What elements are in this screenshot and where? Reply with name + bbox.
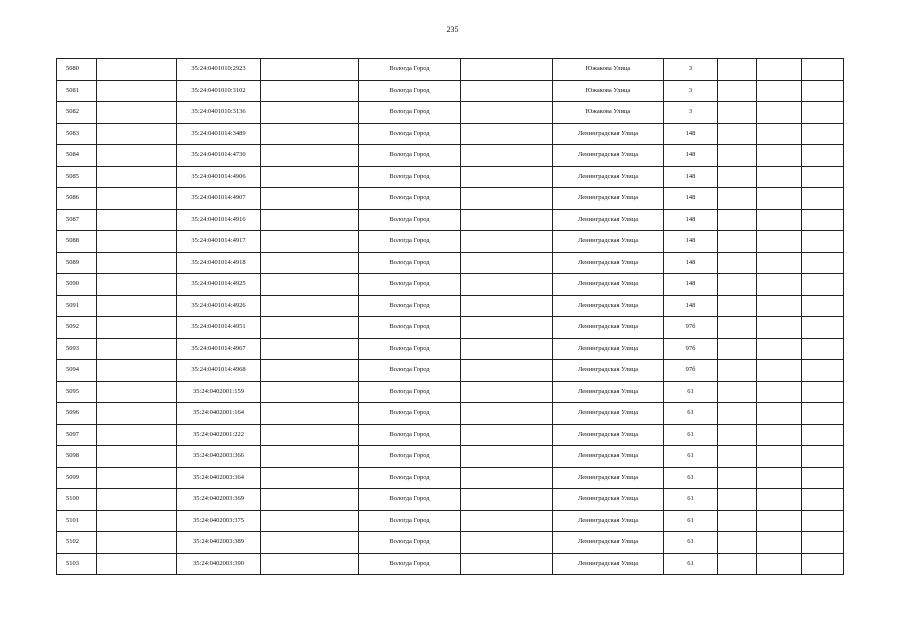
cell-empty — [718, 403, 757, 425]
cell-cadastral-number: 35:24:0402003:366 — [177, 446, 261, 468]
table-row — [57, 403, 844, 425]
cell-cadastral-number: 35:24:0402003:389 — [177, 532, 261, 554]
cell-empty — [718, 102, 757, 124]
cell-row-number: 5086 — [57, 188, 97, 210]
cell-house-number: 61 — [664, 510, 718, 532]
cell-street: Ленинградская Улица — [553, 553, 664, 575]
cell-empty — [718, 145, 757, 167]
cell-cadastral-number: 35:24:0402003:375 — [177, 510, 261, 532]
cell-empty — [461, 295, 553, 317]
cell-locality: Вологда Город — [359, 166, 461, 188]
cell-house-number: 148 — [664, 209, 718, 231]
cell-empty — [97, 252, 177, 274]
cell-empty — [757, 231, 802, 253]
cell-street: Южакова Улица — [553, 59, 664, 81]
cell-cadastral-number: 35:24:0401014:3489 — [177, 123, 261, 145]
cell-cadastral-number: 35:24:0401014:4906 — [177, 166, 261, 188]
cell-empty — [757, 252, 802, 274]
table-row — [57, 102, 844, 124]
cell-row-number: 5091 — [57, 295, 97, 317]
cell-empty — [757, 338, 802, 360]
table-row — [57, 360, 844, 382]
cell-street: Южакова Улица — [553, 102, 664, 124]
cell-empty — [718, 166, 757, 188]
cell-cadastral-number: 35:24:0401010:3102 — [177, 80, 261, 102]
cell-empty — [461, 102, 553, 124]
cell-empty — [802, 446, 844, 468]
cell-empty — [97, 145, 177, 167]
cell-empty — [97, 360, 177, 382]
cell-house-number: 61 — [664, 553, 718, 575]
cell-street: Ленинградская Улица — [553, 532, 664, 554]
cell-empty — [757, 59, 802, 81]
cell-empty — [261, 102, 359, 124]
cell-row-number: 5100 — [57, 489, 97, 511]
table-row — [57, 381, 844, 403]
registry-table — [56, 58, 844, 575]
cell-house-number: 3 — [664, 59, 718, 81]
cell-empty — [718, 381, 757, 403]
cell-empty — [718, 252, 757, 274]
cell-empty — [757, 489, 802, 511]
cell-empty — [261, 231, 359, 253]
cell-locality: Вологда Город — [359, 59, 461, 81]
cell-empty — [757, 446, 802, 468]
cell-empty — [97, 317, 177, 339]
cell-locality: Вологда Город — [359, 510, 461, 532]
cell-row-number: 5089 — [57, 252, 97, 274]
cell-cadastral-number: 35:24:0401014:4968 — [177, 360, 261, 382]
cell-empty — [261, 80, 359, 102]
cell-empty — [97, 338, 177, 360]
cell-house-number: 3 — [664, 80, 718, 102]
cell-row-number: 5098 — [57, 446, 97, 468]
cell-empty — [97, 553, 177, 575]
cell-empty — [757, 274, 802, 296]
cell-empty — [97, 80, 177, 102]
cell-row-number: 5101 — [57, 510, 97, 532]
cell-empty — [757, 381, 802, 403]
cell-empty — [97, 59, 177, 81]
cell-empty — [261, 145, 359, 167]
cell-locality: Вологда Город — [359, 338, 461, 360]
table-row — [57, 532, 844, 554]
cell-empty — [461, 446, 553, 468]
cell-empty — [718, 489, 757, 511]
cell-empty — [802, 59, 844, 81]
cell-empty — [802, 252, 844, 274]
cell-empty — [97, 403, 177, 425]
cell-row-number: 5087 — [57, 209, 97, 231]
cell-empty — [461, 360, 553, 382]
cell-empty — [261, 59, 359, 81]
table-row — [57, 467, 844, 489]
cell-empty — [261, 338, 359, 360]
cell-empty — [718, 338, 757, 360]
cell-row-number: 5099 — [57, 467, 97, 489]
cell-row-number: 5082 — [57, 102, 97, 124]
cell-empty — [97, 274, 177, 296]
cell-empty — [461, 489, 553, 511]
cell-empty — [261, 209, 359, 231]
cell-empty — [261, 510, 359, 532]
table-row — [57, 489, 844, 511]
cell-house-number: 61 — [664, 467, 718, 489]
cell-cadastral-number: 35:24:0401014:4926 — [177, 295, 261, 317]
cell-empty — [802, 553, 844, 575]
cell-empty — [261, 489, 359, 511]
table-row — [57, 145, 844, 167]
cell-empty — [461, 381, 553, 403]
cell-empty — [261, 403, 359, 425]
cell-empty — [757, 510, 802, 532]
cell-row-number: 5097 — [57, 424, 97, 446]
cell-empty — [802, 532, 844, 554]
cell-street: Ленинградская Улица — [553, 424, 664, 446]
table-row — [57, 295, 844, 317]
cell-empty — [97, 166, 177, 188]
cell-empty — [757, 403, 802, 425]
cell-empty — [461, 274, 553, 296]
cell-empty — [718, 553, 757, 575]
cell-empty — [757, 80, 802, 102]
table-row — [57, 510, 844, 532]
cell-house-number: 61 — [664, 424, 718, 446]
cell-street: Ленинградская Улица — [553, 274, 664, 296]
cell-locality: Вологда Город — [359, 209, 461, 231]
cell-empty — [97, 446, 177, 468]
cell-empty — [802, 338, 844, 360]
cell-cadastral-number: 35:24:0401010:3136 — [177, 102, 261, 124]
cell-empty — [802, 166, 844, 188]
cell-row-number: 5088 — [57, 231, 97, 253]
cell-house-number: 61 — [664, 489, 718, 511]
cell-empty — [802, 231, 844, 253]
cell-empty — [461, 80, 553, 102]
cell-empty — [461, 338, 553, 360]
cell-house-number: 148 — [664, 145, 718, 167]
cell-locality: Вологда Город — [359, 317, 461, 339]
cell-row-number: 5096 — [57, 403, 97, 425]
cell-street: Ленинградская Улица — [553, 252, 664, 274]
cell-empty — [461, 553, 553, 575]
cell-empty — [802, 381, 844, 403]
cell-empty — [802, 295, 844, 317]
cell-empty — [718, 295, 757, 317]
cell-empty — [97, 209, 177, 231]
cell-street: Ленинградская Улица — [553, 403, 664, 425]
cell-empty — [461, 467, 553, 489]
cell-cadastral-number: 35:24:0401014:4917 — [177, 231, 261, 253]
table-row — [57, 553, 844, 575]
cell-street: Ленинградская Улица — [553, 231, 664, 253]
cell-locality: Вологда Город — [359, 231, 461, 253]
cell-empty — [97, 532, 177, 554]
cell-locality: Вологда Город — [359, 532, 461, 554]
cell-empty — [802, 274, 844, 296]
cell-empty — [261, 446, 359, 468]
cell-house-number: 148 — [664, 295, 718, 317]
cell-cadastral-number: 35:24:0401014:4730 — [177, 145, 261, 167]
cell-empty — [97, 295, 177, 317]
cell-house-number: 97б — [664, 338, 718, 360]
cell-street: Ленинградская Улица — [553, 295, 664, 317]
cell-locality: Вологда Город — [359, 123, 461, 145]
cell-empty — [97, 510, 177, 532]
cell-cadastral-number: 35:24:0401014:4916 — [177, 209, 261, 231]
cell-cadastral-number: 35:24:0402003:390 — [177, 553, 261, 575]
cell-street: Ленинградская Улица — [553, 489, 664, 511]
cell-locality: Вологда Город — [359, 274, 461, 296]
cell-locality: Вологда Город — [359, 467, 461, 489]
cell-empty — [718, 80, 757, 102]
cell-empty — [802, 467, 844, 489]
cell-street: Ленинградская Улица — [553, 338, 664, 360]
page-number: 235 — [446, 25, 459, 34]
cell-empty — [97, 489, 177, 511]
cell-empty — [757, 360, 802, 382]
cell-empty — [261, 532, 359, 554]
cell-street: Ленинградская Улица — [553, 360, 664, 382]
cell-row-number: 5083 — [57, 123, 97, 145]
cell-cadastral-number: 35:24:0401014:4951 — [177, 317, 261, 339]
cell-house-number: 61 — [664, 532, 718, 554]
cell-cadastral-number: 35:24:0402001:164 — [177, 403, 261, 425]
cell-row-number: 5085 — [57, 166, 97, 188]
table-row — [57, 123, 844, 145]
cell-empty — [261, 553, 359, 575]
cell-empty — [757, 166, 802, 188]
cell-row-number: 5090 — [57, 274, 97, 296]
cell-empty — [802, 510, 844, 532]
cell-empty — [461, 188, 553, 210]
cell-locality: Вологда Город — [359, 188, 461, 210]
cell-locality: Вологда Город — [359, 553, 461, 575]
cell-empty — [461, 424, 553, 446]
cell-empty — [461, 403, 553, 425]
cell-empty — [461, 317, 553, 339]
cell-row-number: 5102 — [57, 532, 97, 554]
cell-empty — [461, 59, 553, 81]
cell-street: Ленинградская Улица — [553, 381, 664, 403]
cell-empty — [461, 231, 553, 253]
cell-empty — [802, 188, 844, 210]
cell-empty — [261, 252, 359, 274]
cell-locality: Вологда Город — [359, 381, 461, 403]
cell-cadastral-number: 35:24:0402003:369 — [177, 489, 261, 511]
cell-house-number: 148 — [664, 123, 718, 145]
cell-empty — [802, 123, 844, 145]
cell-locality: Вологда Город — [359, 295, 461, 317]
cell-cadastral-number: 35:24:0402003:364 — [177, 467, 261, 489]
cell-empty — [97, 123, 177, 145]
cell-house-number: 61 — [664, 446, 718, 468]
cell-empty — [802, 424, 844, 446]
cell-street: Ленинградская Улица — [553, 467, 664, 489]
cell-row-number: 5094 — [57, 360, 97, 382]
cell-street: Южакова Улица — [553, 80, 664, 102]
cell-locality: Вологда Город — [359, 424, 461, 446]
cell-empty — [97, 467, 177, 489]
cell-house-number: 61 — [664, 381, 718, 403]
cell-empty — [802, 145, 844, 167]
cell-empty — [261, 188, 359, 210]
cell-empty — [718, 209, 757, 231]
cell-empty — [261, 166, 359, 188]
cell-empty — [261, 274, 359, 296]
cell-empty — [718, 446, 757, 468]
cell-empty — [718, 188, 757, 210]
cell-house-number: 61 — [664, 403, 718, 425]
cell-empty — [261, 360, 359, 382]
cell-locality: Вологда Город — [359, 360, 461, 382]
cell-empty — [802, 102, 844, 124]
cell-cadastral-number: 35:24:0401014:4967 — [177, 338, 261, 360]
cell-empty — [97, 424, 177, 446]
cell-row-number: 5103 — [57, 553, 97, 575]
cell-empty — [802, 317, 844, 339]
cell-empty — [718, 360, 757, 382]
cell-empty — [757, 188, 802, 210]
cell-house-number: 148 — [664, 188, 718, 210]
table-row — [57, 231, 844, 253]
cell-empty — [757, 209, 802, 231]
cell-empty — [97, 188, 177, 210]
cell-locality: Вологда Город — [359, 252, 461, 274]
table-row — [57, 209, 844, 231]
cell-empty — [461, 209, 553, 231]
cell-empty — [802, 80, 844, 102]
cell-row-number: 5095 — [57, 381, 97, 403]
cell-empty — [718, 274, 757, 296]
cell-empty — [757, 467, 802, 489]
cell-street: Ленинградская Улица — [553, 166, 664, 188]
cell-house-number: 148 — [664, 231, 718, 253]
table-row — [57, 252, 844, 274]
cell-house-number: 148 — [664, 166, 718, 188]
cell-house-number: 3 — [664, 102, 718, 124]
cell-locality: Вологда Город — [359, 403, 461, 425]
cell-empty — [802, 209, 844, 231]
cell-empty — [757, 102, 802, 124]
cell-empty — [97, 231, 177, 253]
cell-empty — [757, 295, 802, 317]
cell-cadastral-number: 35:24:0402001:159 — [177, 381, 261, 403]
cell-locality: Вологда Город — [359, 446, 461, 468]
cell-house-number: 148 — [664, 274, 718, 296]
table-row — [57, 166, 844, 188]
cell-empty — [802, 403, 844, 425]
cell-street: Ленинградская Улица — [553, 123, 664, 145]
cell-empty — [757, 123, 802, 145]
cell-empty — [261, 317, 359, 339]
cell-empty — [461, 145, 553, 167]
cell-empty — [718, 467, 757, 489]
cell-empty — [718, 532, 757, 554]
cell-empty — [718, 231, 757, 253]
table-row — [57, 338, 844, 360]
cell-cadastral-number: 35:24:0401014:4907 — [177, 188, 261, 210]
cell-street: Ленинградская Улица — [553, 317, 664, 339]
cell-house-number: 97б — [664, 360, 718, 382]
cell-street: Ленинградская Улица — [553, 510, 664, 532]
table-row — [57, 59, 844, 81]
cell-empty — [757, 145, 802, 167]
cell-house-number: 148 — [664, 252, 718, 274]
table-row — [57, 274, 844, 296]
cell-empty — [261, 295, 359, 317]
cell-empty — [461, 166, 553, 188]
cell-empty — [97, 102, 177, 124]
cell-empty — [461, 510, 553, 532]
cell-empty — [757, 424, 802, 446]
cell-empty — [718, 317, 757, 339]
cell-empty — [461, 123, 553, 145]
cell-cadastral-number: 35:24:0401014:4918 — [177, 252, 261, 274]
cell-empty — [757, 553, 802, 575]
cell-empty — [718, 123, 757, 145]
cell-row-number: 5084 — [57, 145, 97, 167]
cell-empty — [757, 532, 802, 554]
registry-table-body — [57, 59, 844, 575]
cell-empty — [802, 489, 844, 511]
table-row — [57, 424, 844, 446]
cell-empty — [261, 424, 359, 446]
cell-empty — [461, 252, 553, 274]
cell-street: Ленинградская Улица — [553, 145, 664, 167]
cell-empty — [718, 424, 757, 446]
cell-empty — [718, 510, 757, 532]
table-row — [57, 317, 844, 339]
cell-street: Ленинградская Улица — [553, 446, 664, 468]
table-row — [57, 80, 844, 102]
cell-empty — [97, 381, 177, 403]
cell-street: Ленинградская Улица — [553, 209, 664, 231]
cell-empty — [261, 123, 359, 145]
cell-row-number: 5080 — [57, 59, 97, 81]
cell-locality: Вологда Город — [359, 145, 461, 167]
cell-row-number: 5081 — [57, 80, 97, 102]
cell-locality: Вологда Город — [359, 102, 461, 124]
cell-cadastral-number: 35:24:0401014:4925 — [177, 274, 261, 296]
cell-empty — [802, 360, 844, 382]
cell-empty — [461, 532, 553, 554]
cell-empty — [757, 317, 802, 339]
cell-cadastral-number: 35:24:0401010:2923 — [177, 59, 261, 81]
cell-house-number: 97б — [664, 317, 718, 339]
cell-empty — [261, 467, 359, 489]
cell-locality: Вологда Город — [359, 489, 461, 511]
cell-empty — [718, 59, 757, 81]
table-row — [57, 446, 844, 468]
table-row — [57, 188, 844, 210]
cell-locality: Вологда Город — [359, 80, 461, 102]
cell-street: Ленинградская Улица — [553, 188, 664, 210]
cell-row-number: 5093 — [57, 338, 97, 360]
cell-cadastral-number: 35:24:0402001:222 — [177, 424, 261, 446]
cell-row-number: 5092 — [57, 317, 97, 339]
cell-empty — [261, 381, 359, 403]
